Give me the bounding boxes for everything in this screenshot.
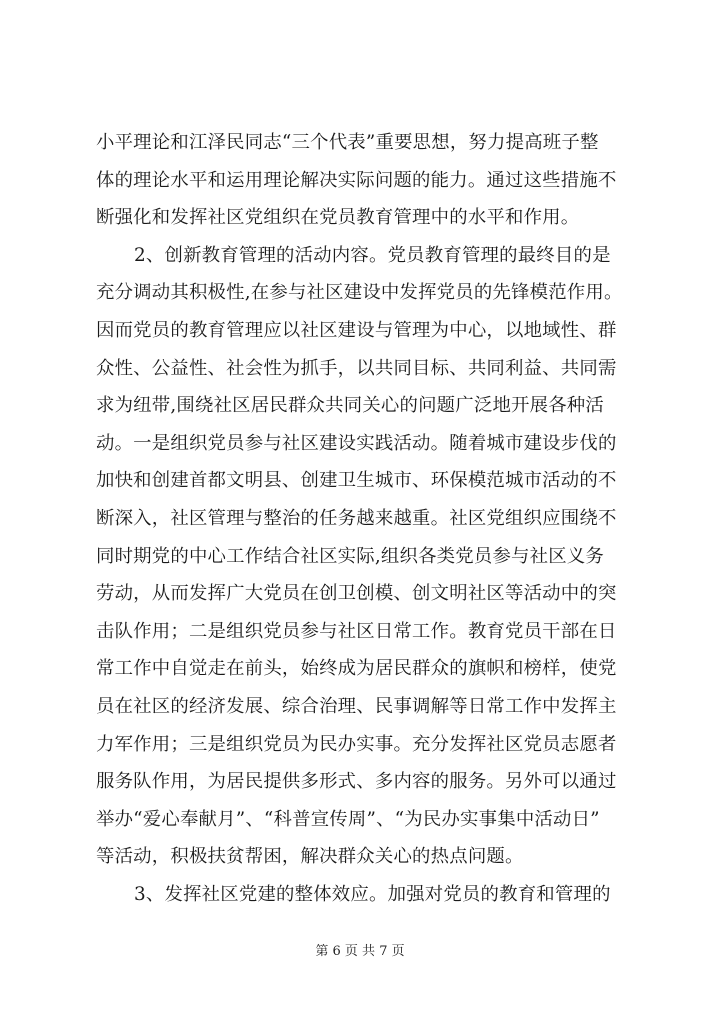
text-line-13: 劳动，从而发挥广大党员在创卫创模、创文明社区等活动中的突 — [96, 583, 617, 605]
text-line-5: 充分调动其积极性,在参与社区建设中发挥党员的先锋模范作用。 — [96, 282, 623, 304]
paragraph-3-start: 3、发挥社区党建的整体效应。加强对党员的教育和管理的 — [134, 883, 611, 905]
text-line-12: 同时期党的中心工作结合社区实际,组织各类党员参与社区义务 — [96, 545, 604, 567]
text-line-1: 小平理论和江泽民同志“三个代表”重要思想，努力提高班子整 — [96, 132, 599, 153]
text-line-15: 常工作中自觉走在前头，始终成为居民群众的旗帜和榜样，使党 — [96, 658, 617, 680]
text-line-11: 断深入，社区管理与整治的任务越来越重。社区党组织应围绕不 — [96, 507, 617, 529]
page-number-footer: 第 6 页 共 7 页 — [315, 944, 405, 959]
body-text — [96, 124, 636, 913]
text-line-16: 员在社区的经济发展、综合治理、民事调解等日常工作中发挥主 — [96, 695, 617, 717]
text-line-2: 体的理论水平和运用理论解决实际问题的能力。通过这些措施不 — [96, 169, 617, 191]
text-line-17: 力军作用；三是组织党员为民办实事。充分发挥社区党员志愿者 — [96, 733, 617, 755]
text-line-3: 断强化和发挥社区党组织在党员教育管理中的水平和作用。 — [96, 207, 580, 229]
paragraph-2-start: 2、创新教育管理的活动内容。党员教育管理的最终目的是 — [134, 244, 611, 266]
text-line-7: 众性、公益性、社会性为抓手，以共同目标、共同利益、共同需 — [96, 357, 617, 379]
text-line-14: 击队作用；二是组织党员参与社区日常工作。教育党员干部在日 — [96, 620, 617, 642]
text-line-9: 动。一是组织党员参与社区建设实践活动。随着城市建设步伐的 — [96, 432, 617, 454]
text-line-19: 举办“爱心奉献月”、“科普宣传周”、“为民办实事集中活动日” — [96, 808, 600, 830]
text-line-18: 服务队作用，为居民提供多形式、多内容的服务。另外可以通过 — [96, 771, 617, 793]
text-line-8: 求为纽带,围绕社区居民群众共同关心的问题广泛地开展各种活 — [96, 395, 604, 417]
text-line-6: 因而党员的教育管理应以社区建设与管理为中心，以地域性、群 — [96, 319, 617, 341]
text-line-20: 等活动，积极扶贫帮困，解决群众关心的热点问题。 — [96, 846, 524, 868]
text-line-10: 加快和创建首都文明县、创建卫生城市、环保模范城市活动的不 — [96, 470, 617, 492]
